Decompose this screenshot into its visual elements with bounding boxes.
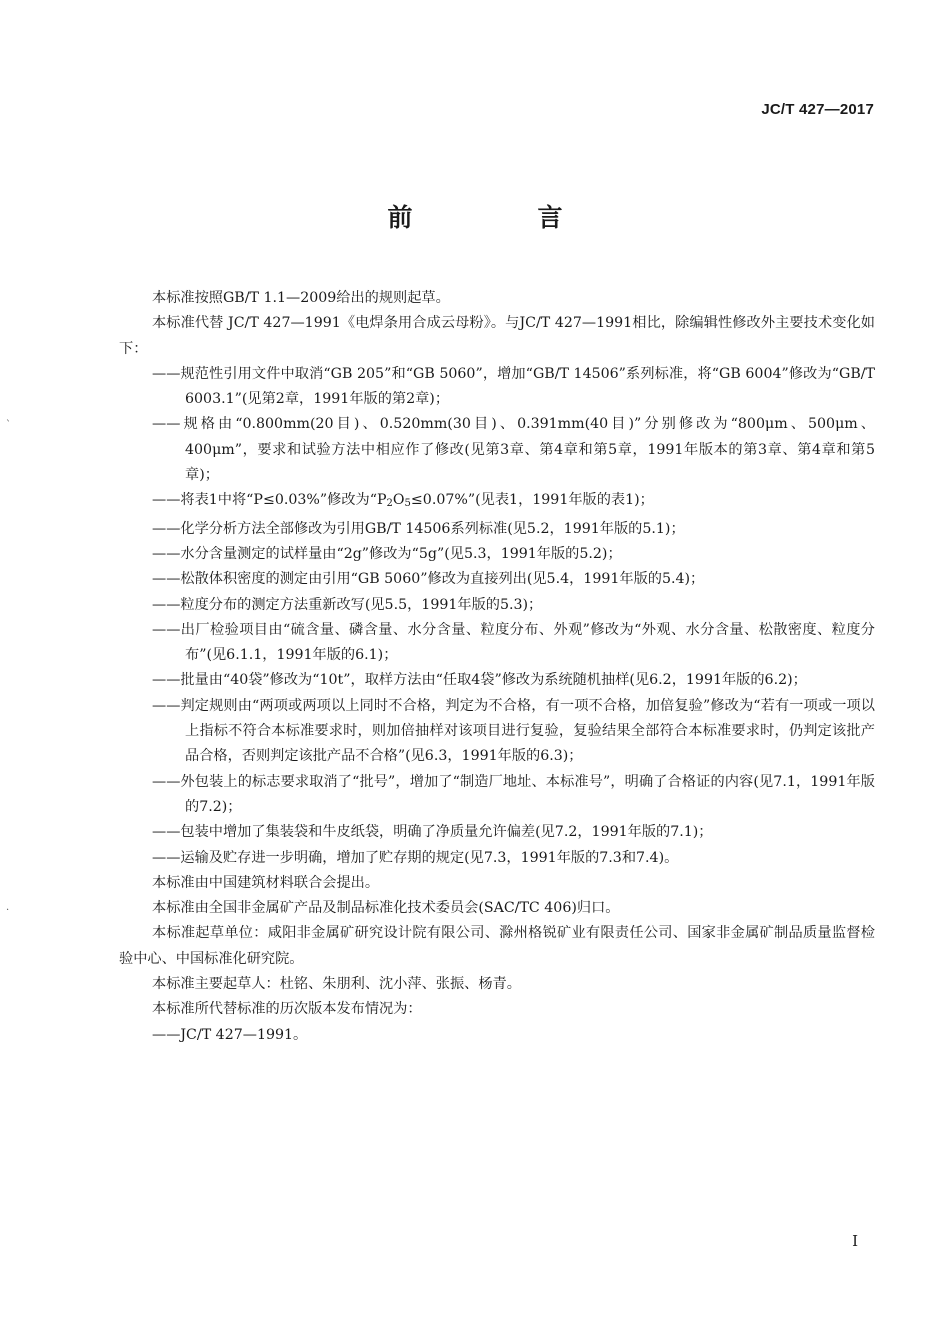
change-item-factory-inspection: ——出厂检验项目由“硫含量、磷含量、水分含量、粒度分布、外观”修改为“外观、水分含量、松散密度、粒度分布”(见6.1.1，1991年版的6.1)；	[152, 621, 875, 664]
margin-mark: `	[6, 420, 11, 431]
page-number: I	[852, 1232, 858, 1250]
change-item-bulk-density: ——松散体积密度的测定由引用“GB 5060”修改为直接列出(见5.4，1991年版的5.4)；	[152, 571, 705, 588]
change-item-table1-text-b: O	[392, 492, 405, 509]
change-item-moisture: ——水分含量测定的试样量由“2g”修改为“5g”(见5.3，1991年版的5.2)；	[152, 545, 622, 562]
foreword-body	[119, 286, 875, 1048]
paragraph-drafting-rules: 本标准按照GB/T 1.1—2009给出的规则起草。	[152, 290, 450, 306]
change-item-batch: ——批量由“40袋”修改为“10t”，取样方法由“任取4袋”修改为系统随机抽样(见6.2，1991年版的6.2)；	[152, 672, 807, 689]
paragraph-previous-editions: 本标准所代替标准的历次版本发布情况为：	[152, 1001, 422, 1018]
paragraph-replacement: 本标准代替 JC/T 427—1991《电焊条用合成云母粉》。与JC/T 427—1991相比，除编辑性修改外主要技术变化如下：	[119, 315, 875, 357]
paragraph-under-jurisdiction: 本标准由全国非金属矿产品及制品标准化技术委员会(SAC/TC 406)归口。	[152, 900, 620, 917]
subscript-5: 5	[404, 498, 411, 510]
page-title: 前 言	[387, 203, 613, 232]
change-item-table1	[119, 488, 875, 516]
change-item-transport-storage: ——运输及贮存进一步明确，增加了贮存期的规定(见7.3，1991年版的7.3和7.4)。	[152, 849, 679, 866]
change-item-references: ——规范性引用文件中取消“GB 205”和“GB 5060”，增加“GB/T 14506”系列标准，将“GB 6004”修改为“GB/T 6003.1”(见第2章，1991年版的第2章)；	[152, 365, 875, 408]
change-item-chemical-analysis: ——化学分析方法全部修改为引用GB/T 14506系列标准(见5.2，1991年版的5.1)；	[152, 520, 685, 537]
change-item-table1-text-c: ≤0.07%”(见表1，1991年版的表1)；	[410, 492, 654, 509]
change-item-marking: ——外包装上的标志要求取消了“批号”，增加了“制造厂地址、本标准号”，明确了合格证的内容(见7.1，1991年版的7.2)；	[152, 773, 875, 815]
change-item-specifications: ——规格由“0.800mm(20目)、0.520mm(30目)、0.391mm(40目)”分别修改为“800μm、500μm、400μm”，要求和试验方法中相应作了修改(见第3章、第4章和第5章，1991年版本的第3章、第4章和第5章)；	[152, 416, 875, 484]
paragraph-proposed-by: 本标准由中国建筑材料联合会提出。	[152, 874, 380, 891]
change-item-packaging: ——包装中增加了集装袋和牛皮纸袋，明确了净质量允许偏差(见7.2，1991年版的7.1)；	[152, 824, 713, 841]
previous-edition-item: ——JC/T 427—1991。	[152, 1026, 308, 1043]
paragraph-drafting-units: 本标准起草单位：咸阳非金属矿研究设计院有限公司、滁州格锐矿业有限责任公司、国家非金属矿制品质量监督检验中心、中国标准化研究院。	[119, 925, 875, 967]
change-item-particle-size: ——粒度分布的测定方法重新改写(见5.5，1991年版的5.3)；	[152, 596, 543, 613]
subscript-2: 2	[386, 498, 393, 510]
margin-mark: .	[6, 902, 10, 913]
standard-code: JC/T 427—2017	[761, 101, 874, 118]
change-item-table1-text-a: ——将表1中将“P≤0.03%”修改为“P	[152, 492, 387, 509]
change-item-judgment-rules: ——判定规则由“两项或两项以上同时不合格，判定为不合格，有一项不合格，加倍复验”修改为“若有一项或一项以上指标不符合本标准要求时，则加倍抽样对该项目进行复验，复验结果全部符合本标准要求时，仍判定该批产品合格，否则判定该批产品不合格”(见6.3，1991年版的6.3)；	[152, 697, 875, 765]
paragraph-main-drafters: 本标准主要起草人：杜铭、朱朋利、沈小萍、张振、杨青。	[152, 976, 521, 993]
